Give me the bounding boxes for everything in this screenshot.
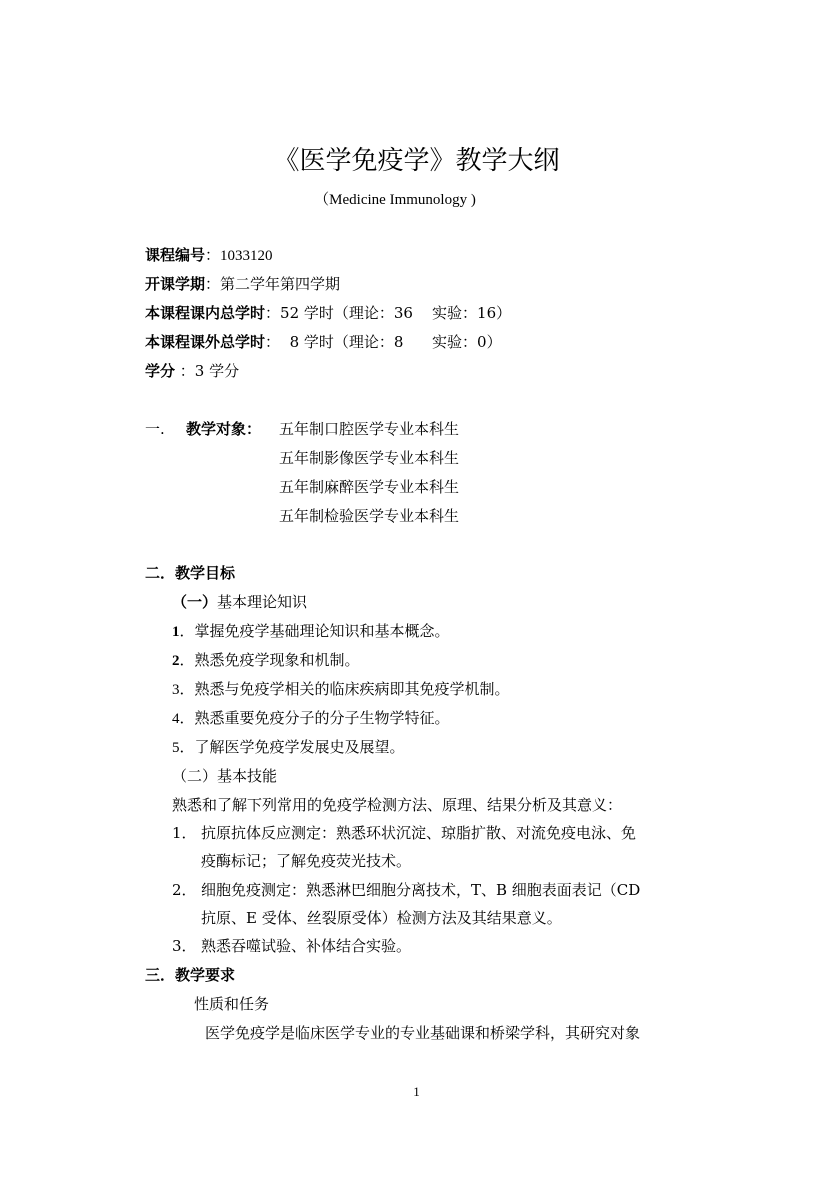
skill-number: 1． [172,824,197,842]
skill-number: 2． [172,881,197,899]
section3-heading: 三．教学要求 [145,966,236,984]
document-subtitle: （Medicine Immunology ) [314,192,476,208]
skill-text: 疫酶标记；了解免疫荧光技术。 [201,852,412,870]
goal-item: 2．熟悉免疫学现象和机制。 [172,651,360,669]
info-credits: 学分 ：3 学分 [145,362,240,380]
subsection-theory: （一）基本理论知识 [172,593,308,611]
skill-text: 抗原抗体反应测定：熟悉环状沉淀、琼脂扩散、对流免疫电泳、免 [201,824,637,842]
target-student-item: 五年制麻醉医学专业本科生 [279,478,460,496]
target-student-item: 五年制检验医学专业本科生 [279,507,460,525]
info-value: 8 学时（理论：8 实验：0） [280,333,502,351]
target-student-item: 五年制口腔医学专业本科生 [279,420,460,438]
info-label: 课程编号 [145,246,206,264]
info-value: 1033120 [220,248,273,264]
page-number: 1 [413,1084,420,1099]
skill-text: 抗原、E 受体、丝裂原受体）检测方法及其结果意义。 [201,909,562,927]
goal-item: 1．掌握免疫学基础理论知识和基本概念。 [172,622,450,640]
subsection-skills: （二）基本技能 [172,767,278,785]
target-student-item: 五年制影像医学专业本科生 [279,449,460,467]
body-paragraph: 医学免疫学是临床医学专业的专业基础课和桥梁学科，其研究对象 [205,1024,641,1042]
info-value: 52 学时（理论：36 实验：16） [280,304,512,322]
info-label: 开课学期 [145,275,206,293]
skill-text: 细胞免疫测定：熟悉淋巴细胞分离技术，T、B 细胞表面表记（CD [201,881,641,899]
goal-item: 3．熟悉与免疫学相关的临床疾病即其免疫学机制。 [172,680,510,698]
skill-text: 熟悉吞噬试验、补体结合实验。 [201,937,412,955]
goal-item: 5．了解医学免疫学发展史及展望。 [172,738,405,756]
info-semester: 开课学期：第二学年第四学期 [145,275,341,293]
info-course-code: 课程编号：1033120 [145,246,273,264]
info-label: 本课程课外总学时 [145,333,266,351]
info-value: 3 学分 [194,362,240,380]
goal-item: 4．熟悉重要免疫分子的分子生物学特征。 [172,709,450,727]
section1-heading: 教学对象： [186,420,262,438]
info-in-class-hours: 本课程课内总学时：52 学时（理论：36 实验：16） [145,304,512,322]
section2-heading: 二．教学目标 [145,564,236,582]
section1-number: 一. [145,420,165,438]
document-title: 《医学免疫学》教学大纲 [273,146,560,176]
info-label: 学分 [145,362,176,380]
subsection-nature: 性质和任务 [194,995,270,1013]
info-label: 本课程课内总学时 [145,304,266,322]
skill-number: 3． [172,937,197,955]
info-value: 第二学年第四学期 [220,275,341,293]
info-out-class-hours: 本课程课外总学时： 8 学时（理论：8 实验：0） [145,333,502,351]
skills-intro: 熟悉和了解下列常用的免疫学检测方法、原理、结果分析及其意义： [172,796,623,814]
